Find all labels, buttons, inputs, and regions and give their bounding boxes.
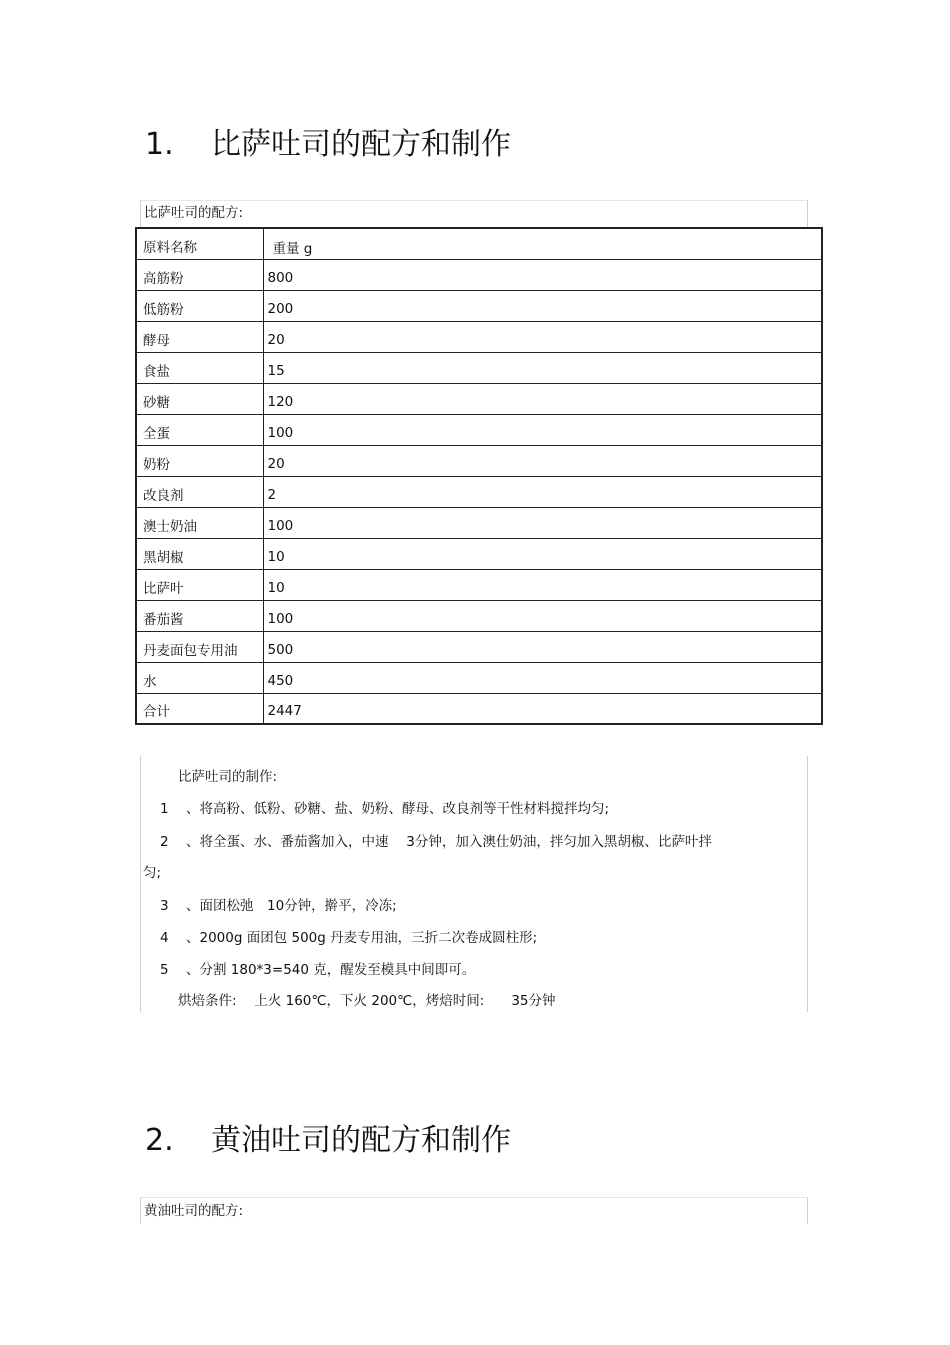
step-text: 、面团松弛 10分钟，擀平，冷冻;	[186, 898, 397, 914]
step-3	[160, 897, 397, 915]
step-text: 、将全蛋、水、番茄酱加入，中速 3分钟，加入澳仕奶油，拌匀加入黑胡椒、比萨叶拌	[186, 834, 712, 850]
weight-cell: 100	[263, 600, 822, 631]
weight-cell: 重量 g	[263, 228, 822, 259]
weight-cell: 120	[263, 383, 822, 414]
ingredient-cell: 改良剂	[136, 476, 263, 507]
weight-cell: 200	[263, 290, 822, 321]
weight-cell: 100	[263, 507, 822, 538]
table-row	[136, 693, 822, 724]
table-row	[136, 445, 822, 476]
recipe-table	[135, 227, 823, 725]
step-2	[160, 833, 712, 851]
table-row	[136, 321, 822, 352]
table-row	[136, 569, 822, 600]
ingredient-cell: 原料名称	[136, 228, 263, 259]
table-row	[136, 414, 822, 445]
section-2-heading	[145, 1123, 511, 1159]
ingredient-cell: 低筋粉	[136, 290, 263, 321]
step-2-continued: 匀;	[143, 865, 162, 881]
section-1-heading	[145, 127, 511, 163]
step-text: 、分割 180*3=540 克，醒发至模具中间即可。	[186, 962, 476, 978]
weight-cell: 2447	[263, 693, 822, 724]
weight-cell: 10	[263, 569, 822, 600]
ingredient-cell: 番茄酱	[136, 600, 263, 631]
ingredient-cell: 黑胡椒	[136, 538, 263, 569]
table-row	[136, 507, 822, 538]
table-row	[136, 662, 822, 693]
ingredient-cell: 合计	[136, 693, 263, 724]
ingredient-cell: 比萨叶	[136, 569, 263, 600]
step-number: 4	[160, 930, 169, 946]
step-5	[160, 961, 475, 979]
weight-cell: 2	[263, 476, 822, 507]
baking-conditions: 烘焙条件: 上火 160℃，下火 200℃，烤焙时间: 35分钟	[178, 993, 556, 1009]
table-row	[136, 600, 822, 631]
section-1-title: 比萨吐司的配方和制作	[211, 127, 511, 162]
ingredient-cell: 水	[136, 662, 263, 693]
weight-cell: 100	[263, 414, 822, 445]
table-row	[136, 259, 822, 290]
step-number: 5	[160, 962, 169, 978]
recipe-table-body	[136, 228, 822, 724]
table-row	[136, 476, 822, 507]
ingredient-cell: 酵母	[136, 321, 263, 352]
table-row	[136, 290, 822, 321]
ingredient-cell: 澳士奶油	[136, 507, 263, 538]
step-number: 3	[160, 898, 169, 914]
method-caption: 比萨吐司的制作:	[178, 769, 278, 785]
section-2-title: 黄油吐司的配方和制作	[211, 1123, 511, 1158]
step-4	[160, 929, 537, 947]
recipe-caption: 比萨吐司的配方:	[144, 205, 244, 221]
recipe-caption-2: 黄油吐司的配方:	[144, 1203, 244, 1219]
ingredient-cell: 奶粉	[136, 445, 263, 476]
step-text: 、2000g 面团包 500g 丹麦专用油，三折二次卷成圆柱形;	[186, 930, 538, 946]
step-text: 、将高粉、低粉、砂糖、盐、奶粉、酵母、改良剂等干性材料搅拌均匀;	[186, 801, 610, 817]
ingredient-cell: 砂糖	[136, 383, 263, 414]
table-header-row	[136, 228, 822, 259]
step-number: 1	[160, 801, 169, 817]
weight-cell: 450	[263, 662, 822, 693]
section-2-number: 2.	[145, 1123, 174, 1158]
weight-cell: 20	[263, 445, 822, 476]
weight-cell: 800	[263, 259, 822, 290]
table-row	[136, 383, 822, 414]
table-row	[136, 538, 822, 569]
weight-cell: 15	[263, 352, 822, 383]
weight-cell: 20	[263, 321, 822, 352]
weight-cell: 500	[263, 631, 822, 662]
ingredient-cell: 丹麦面包专用油	[136, 631, 263, 662]
ingredient-cell: 全蛋	[136, 414, 263, 445]
weight-cell: 10	[263, 538, 822, 569]
step-number: 2	[160, 834, 169, 850]
ingredient-cell: 高筋粉	[136, 259, 263, 290]
ingredient-cell: 食盐	[136, 352, 263, 383]
section-1-number: 1.	[145, 127, 174, 162]
table-row	[136, 352, 822, 383]
step-1	[160, 800, 609, 818]
table-row	[136, 631, 822, 662]
